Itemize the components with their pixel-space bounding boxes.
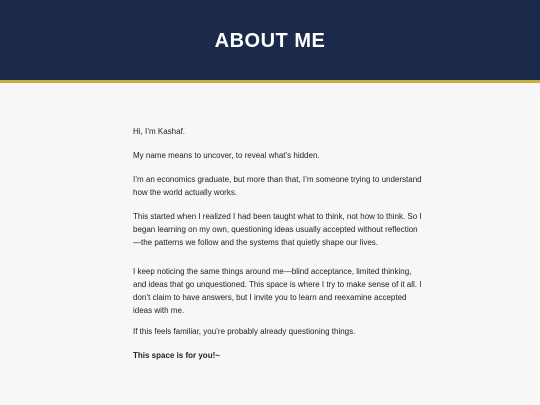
- about-content: [133, 125, 423, 373]
- page-header: [0, 0, 540, 83]
- paragraph-closing: This space is for you!~: [133, 351, 220, 360]
- paragraph-background: I’m an economics graduate, but more than that, I’m someone trying to understand how the world actually works.: [133, 175, 422, 197]
- paragraph-familiar: If this feels familiar, you’re probably already questioning things.: [133, 327, 356, 336]
- paragraph-purpose: I keep noticing the same things around me—blind acceptance, limited thinking, and ideas that go unquestioned. This space is where I try to make sense of it all. I don’t claim to have answers, but I invite you to learn and reexamine accepted ideas with me.: [133, 267, 422, 315]
- paragraph-name-meaning: My name means to uncover, to reveal what’s hidden.: [133, 151, 320, 160]
- paragraph-greeting: Hi, I’m Kashaf.: [133, 127, 186, 136]
- page-title: ABOUT ME: [214, 29, 326, 52]
- paragraph-origin: This started when I realized I had been taught what to think, not how to think. So I began learning on my own, questioning ideas usually accepted without reflection—the patterns we follow and the systems that quietly shape our lives.: [133, 212, 422, 247]
